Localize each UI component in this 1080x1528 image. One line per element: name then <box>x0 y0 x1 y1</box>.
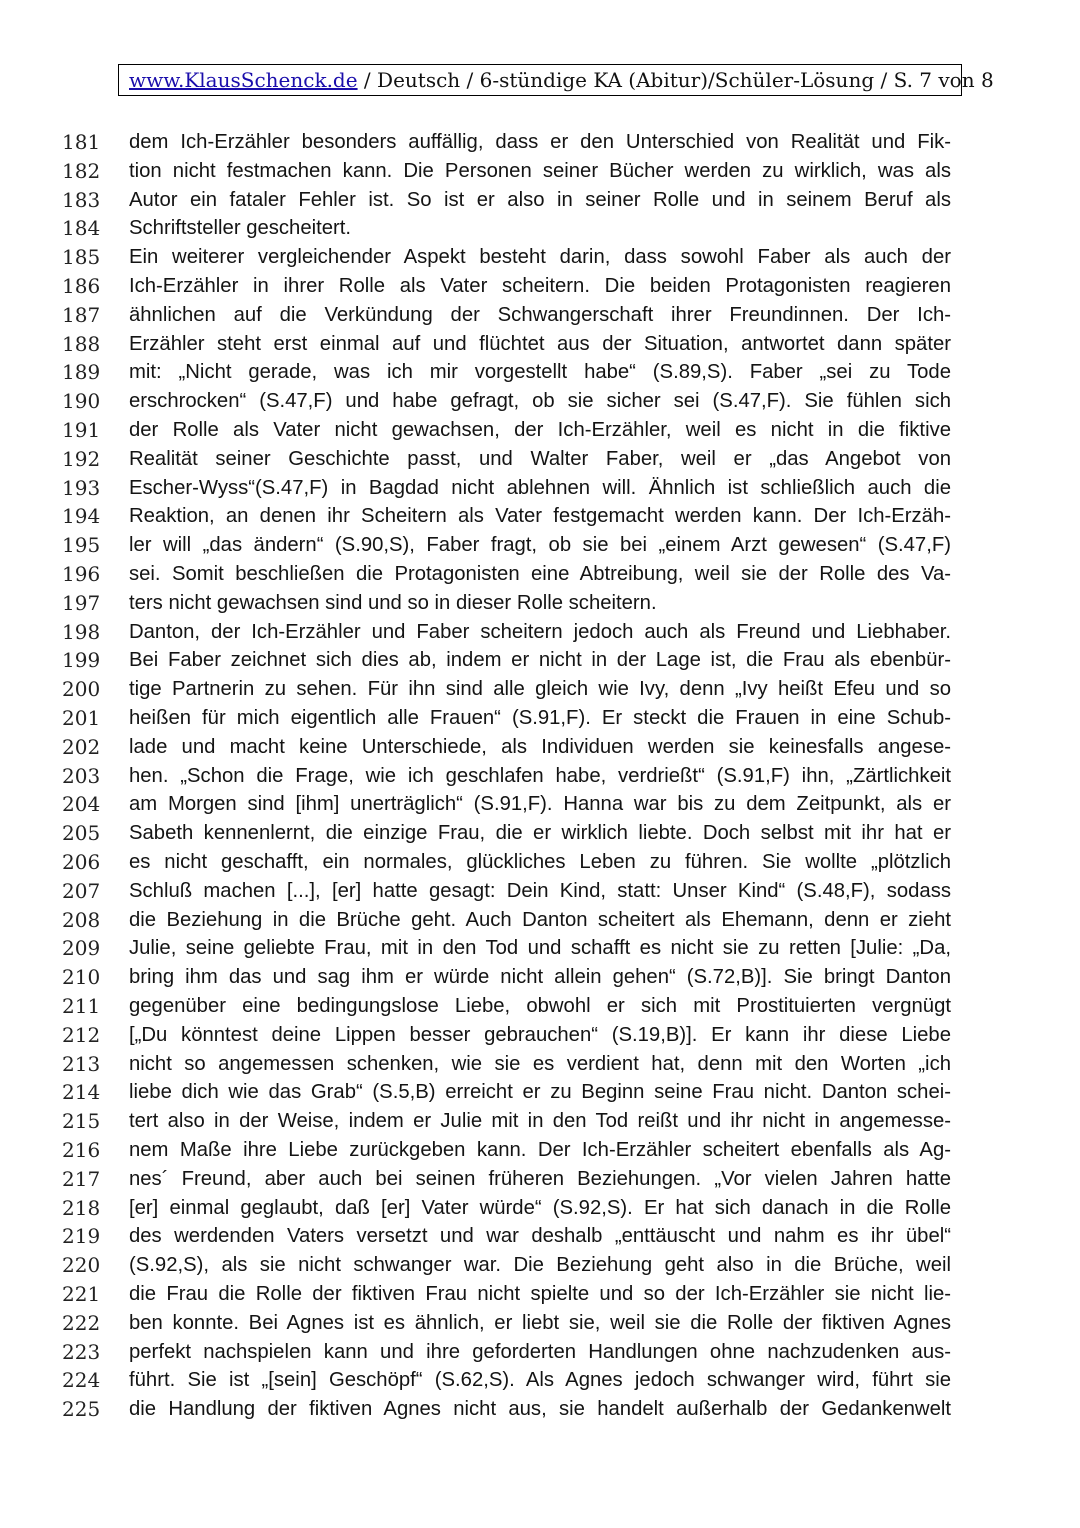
line-number: 185 <box>62 245 101 270</box>
line-number: 224 <box>62 1368 101 1393</box>
line-number: 214 <box>62 1080 101 1105</box>
line-number: 199 <box>62 648 101 673</box>
line-text: nicht so angemessen schenken, wie sie es verdient hat, denn mit den Worten „ich <box>129 1052 951 1075</box>
text-line <box>0 906 1080 935</box>
line-text: erschrocken“ (S.47,F) und habe gefragt, ob sie sicher sei (S.47,F). Sie fühlen sich <box>129 390 951 413</box>
line-number: 207 <box>62 878 101 903</box>
text-line <box>0 330 1080 359</box>
text-line <box>0 877 1080 906</box>
text-line <box>0 1251 1080 1280</box>
line-number: 191 <box>62 418 101 442</box>
line-text: ben konnte. Bei Agnes ist es ähnlich, er liebt sie, weil sie die Rolle der fiktiven Agnes <box>129 1311 951 1334</box>
line-number: 190 <box>62 389 101 414</box>
text-line <box>0 157 1080 186</box>
line-text: Ein weiterer vergleichender Aspekt besteht darin, dass sowohl Faber als auch der <box>129 246 951 269</box>
text-line <box>0 992 1080 1021</box>
text-line <box>0 1050 1080 1079</box>
line-number: 206 <box>62 850 101 874</box>
text-line <box>0 762 1080 791</box>
line-text: Erzähler steht erst einmal auf und flüchtet aus der Situation, antwortet dann später <box>129 332 951 355</box>
line-number: 208 <box>62 907 101 932</box>
text-line <box>0 560 1080 589</box>
text-line <box>0 1194 1080 1223</box>
line-number: 209 <box>62 936 101 961</box>
text-line <box>0 445 1080 474</box>
line-text: Ich-Erzähler in ihrer Rolle als Vater scheitern. Die beiden Protagonisten reagieren <box>129 275 951 297</box>
line-text: lade und macht keine Unterschiede, als Individuen werden sie keinesfalls angese- <box>129 735 951 758</box>
line-text: am Morgen sind [ihm] unerträglich“ (S.91,F). Hanna war bis zu dem Zeitpunkt, als er <box>129 793 951 816</box>
text-line <box>0 848 1080 877</box>
line-number: 203 <box>62 763 101 788</box>
text-line <box>0 1107 1080 1136</box>
line-text: tion nicht festmachen kann. Die Personen seiner Bücher werden zu wirklich, was als <box>129 159 951 182</box>
line-number: 192 <box>62 446 101 471</box>
text-line <box>0 1078 1080 1107</box>
text-line <box>0 531 1080 560</box>
line-number: 204 <box>62 792 101 817</box>
line-number: 202 <box>62 734 101 759</box>
line-text: der Rolle als Vater nicht gewachsen, der Ich-Erzähler, weil es nicht in die fiktive <box>129 419 951 441</box>
line-text: Julie, seine geliebte Frau, mit in den Tod und schafft es nicht sie zu retten [Julie: „Da, <box>129 937 951 960</box>
text-line <box>0 618 1080 647</box>
line-text: Bei Faber zeichnet sich dies ab, indem er nicht in der Lage ist, die Frau als ebenbür- <box>129 649 951 672</box>
line-number: 184 <box>62 216 101 241</box>
line-number: 215 <box>62 1109 101 1134</box>
line-text: ler will „das ändern“ (S.90,S), Faber fragt, ob sie bei „einem Arzt gewesen“ (S.47,F) <box>129 534 951 557</box>
line-text: tert also in der Weise, indem er Julie mit in den Tod reißt und ihr nicht in angemesse- <box>129 1110 951 1133</box>
text-line <box>0 733 1080 762</box>
text-line <box>0 214 1080 243</box>
line-text: mit: „Nicht gerade, was ich mir vorgestellt habe“ (S.89,S). Faber „sei zu Tode <box>129 361 951 384</box>
line-text: Schluß machen [...], [er] hatte gesagt: Dein Kind, statt: Unser Kind“ (S.48,F), sodass <box>129 879 951 902</box>
line-text: perfekt nachspielen kann und ihre geforderten Handlungen ohne nachzudenken aus- <box>129 1340 951 1363</box>
line-text: Realität seiner Geschichte passt, und Walter Faber, weil er „das Angebot von <box>129 447 951 470</box>
line-number: 211 <box>62 994 101 1018</box>
text-line <box>0 1165 1080 1194</box>
line-number: 181 <box>62 130 101 154</box>
line-number: 195 <box>62 533 101 558</box>
line-number: 220 <box>62 1253 101 1278</box>
line-text: die Handlung der fiktiven Agnes nicht aus, sie handelt außerhalb der Gedankenwelt <box>129 1398 951 1421</box>
text-line <box>0 128 1080 157</box>
text-line <box>0 1136 1080 1165</box>
line-number: 205 <box>62 821 101 846</box>
line-text: tige Partnerin zu sehen. Für ihn sind alle gleich wie Ivy, denn „Ivy heißt Efeu und so <box>129 678 951 701</box>
text-line <box>0 358 1080 387</box>
line-number: 222 <box>62 1310 101 1335</box>
line-number: 193 <box>62 475 101 500</box>
line-text: es nicht geschafft, ein normales, glückliches Leben zu führen. Sie wollte „plötzlich <box>129 851 951 873</box>
line-text: [„Du könntest deine Lippen besser gebrauchen“ (S.19,B)]. Er kann ihr diese Liebe <box>129 1023 951 1046</box>
line-text: dem Ich-Erzähler besonders auffällig, dass er den Unterschied von Realität und Fik- <box>129 131 951 153</box>
line-text: nes´ Freund, aber auch bei seinen früheren Beziehungen. „Vor vielen Jahren hatte <box>129 1167 951 1190</box>
line-text: liebe dich wie das Grab“ (S.5,B) erreicht er zu Beginn seine Frau nicht. Danton schei- <box>129 1081 951 1104</box>
line-number: 194 <box>62 504 101 529</box>
text-line <box>0 387 1080 416</box>
text-line <box>0 646 1080 675</box>
line-text: die Beziehung in die Brüche geht. Auch Danton scheitert als Ehemann, denn er zieht <box>129 908 951 931</box>
line-text: die Frau die Rolle der fiktiven Frau nicht spielte und so der Ich-Erzähler sie nicht lie- <box>129 1283 951 1305</box>
line-text: sei. Somit beschließen die Protagonisten eine Abtreibung, weil sie der Rolle des Va- <box>129 563 951 585</box>
line-text: Danton, der Ich-Erzähler und Faber scheitern jedoch auch als Freund und Liebhaber. <box>129 620 951 643</box>
text-line <box>0 675 1080 704</box>
text-line <box>0 502 1080 531</box>
line-text: nem Maße ihre Liebe zurückgeben kann. Der Ich-Erzähler scheitert ebenfalls als Ag- <box>129 1139 951 1161</box>
line-number: 198 <box>62 619 101 644</box>
line-number: 210 <box>62 965 101 990</box>
website-link[interactable]: www.KlausSchenck.de <box>129 68 358 92</box>
header-title: / Deutsch / 6-stündige KA (Abitur)/Schüler-Lösung / S. 7 von 8 <box>357 68 994 92</box>
text-line <box>0 934 1080 963</box>
text-line <box>0 963 1080 992</box>
line-number: 218 <box>62 1195 101 1220</box>
line-text: bring ihm das und sag ihm er würde nicht allein gehen“ (S.72,B)]. Sie bringt Danton <box>129 966 951 989</box>
line-number: 200 <box>62 677 101 702</box>
text-line <box>0 1280 1080 1309</box>
line-text: heißen für mich eigentlich alle Frauen“ (S.91,F). Er steckt die Frauen in eine Schub- <box>129 707 951 729</box>
text-line <box>0 1338 1080 1367</box>
line-text: führt. Sie ist „[sein] Geschöpf“ (S.62,S). Als Agnes jedoch schwanger wird, führt sie <box>129 1369 951 1392</box>
text-line <box>0 272 1080 301</box>
line-text: Escher-Wyss“(S.47,F) in Bagdad nicht ablehnen will. Ähnlich ist schließlich auch die <box>129 476 951 499</box>
line-number: 212 <box>62 1022 101 1047</box>
text-line <box>0 1222 1080 1251</box>
line-number: 196 <box>62 562 101 586</box>
line-number: 183 <box>62 187 101 212</box>
line-number: 213 <box>62 1051 101 1076</box>
line-text: ähnlichen auf die Verkündung der Schwangerschaft ihrer Freundinnen. Der Ich- <box>129 303 951 326</box>
line-text: ters nicht gewachsen sind und so in dieser Rolle scheitern. <box>129 591 657 614</box>
line-number: 186 <box>62 274 101 298</box>
text-line <box>0 589 1080 618</box>
line-number: 216 <box>62 1138 101 1162</box>
text-line <box>0 301 1080 330</box>
line-text: hen. „Schon die Frage, wie ich geschlafen habe, verdrießt“ (S.91,F) ihn, „Zärtlichkeit <box>129 764 951 787</box>
line-number: 225 <box>62 1397 101 1422</box>
line-number: 201 <box>62 706 101 730</box>
text-line <box>0 243 1080 272</box>
text-line <box>0 1395 1080 1424</box>
line-number: 221 <box>62 1282 101 1306</box>
line-text: Reaktion, an denen ihr Scheitern als Vater festgemacht werden kann. Der Ich-Erzäh- <box>129 505 951 528</box>
line-number: 223 <box>62 1339 101 1364</box>
line-text: [er] einmal geglaubt, daß [er] Vater würde“ (S.92,S). Er hat sich danach in die Rolle <box>129 1196 951 1219</box>
text-line <box>0 1309 1080 1338</box>
text-line <box>0 819 1080 848</box>
line-number: 219 <box>62 1224 101 1249</box>
line-text: Autor ein fataler Fehler ist. So ist er also in seiner Rolle und in seinem Beruf als <box>129 188 951 211</box>
line-text: des werdenden Vaters versetzt und war deshalb „enttäuscht und nahm es ihr übel“ <box>129 1225 951 1248</box>
text-line <box>0 186 1080 215</box>
line-number: 187 <box>62 302 101 327</box>
text-line <box>0 704 1080 733</box>
text-line <box>0 1366 1080 1395</box>
line-text: Schriftsteller gescheitert. <box>129 217 352 240</box>
text-line <box>0 416 1080 445</box>
line-number: 217 <box>62 1166 101 1191</box>
line-number: 189 <box>62 360 101 385</box>
line-number: 182 <box>62 158 101 183</box>
line-text: gegenüber eine bedingungslose Liebe, obwohl er sich mit Prostituierten vergnügt <box>129 995 951 1017</box>
text-line <box>0 790 1080 819</box>
line-number: 197 <box>62 590 101 615</box>
text-line <box>0 1021 1080 1050</box>
line-text: (S.92,S), als sie nicht schwanger war. Die Beziehung geht also in die Brüche, weil <box>129 1254 951 1277</box>
text-line <box>0 474 1080 503</box>
line-number: 188 <box>62 331 101 356</box>
page-header <box>118 64 994 96</box>
line-text: Sabeth kennenlernt, die einzige Frau, die er wirklich liebte. Doch selbst mit ihr hat er <box>129 822 951 845</box>
